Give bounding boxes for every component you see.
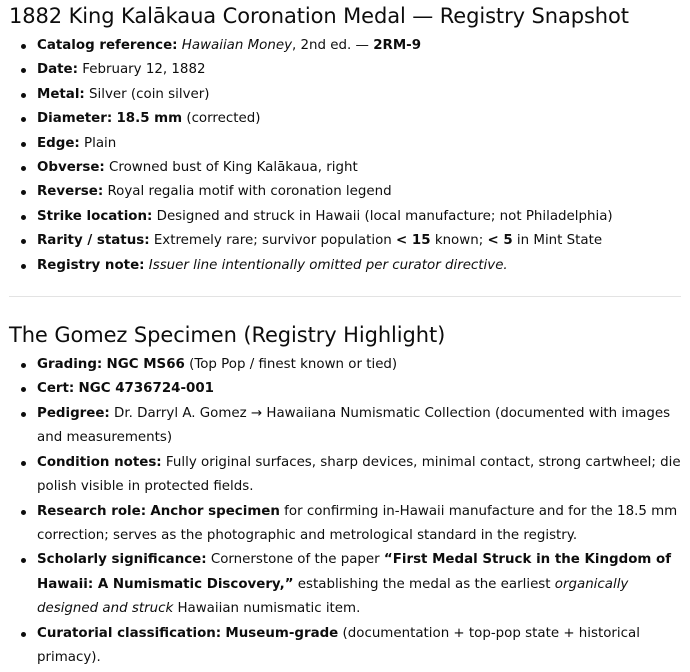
item-text: (documentation + top-pop state + historical primacy). [37, 625, 640, 665]
item-text: “First Medal Struck in the Kingdom of Hawaii: A Numismatic Discovery,” [37, 552, 672, 592]
list-item [9, 377, 681, 401]
item-label: Date: [37, 62, 78, 78]
list-item [9, 132, 681, 156]
item-label: Rarity / status: [37, 233, 150, 249]
item-text: Silver (coin silver) [84, 86, 210, 102]
item-text: Cornerstone of the paper [206, 552, 384, 568]
list-item [9, 451, 681, 500]
list-item [9, 34, 681, 58]
item-label: Strike location: [37, 208, 153, 224]
item-label: Curatorial classification: [37, 625, 222, 641]
item-text: Hawaiian numismatic item. [173, 601, 361, 617]
list-item [9, 205, 681, 229]
item-text: , 2nd ed. — [292, 38, 374, 53]
list-item [9, 180, 681, 204]
list-item [9, 156, 681, 180]
item-text: Issuer line intentionally omitted per curator directive. [148, 257, 508, 273]
section-divider [9, 296, 681, 297]
item-label: Cert: [37, 381, 75, 397]
item-label: Research role: [37, 503, 147, 519]
specimen-facts-list [9, 353, 681, 670]
item-text: Plain [79, 135, 117, 151]
item-label: Scholarly significance: [37, 552, 207, 568]
list-item [9, 83, 681, 107]
item-text: NGC 4736724-001 [78, 381, 214, 397]
item-text: < 5 [487, 233, 513, 249]
list-item [9, 229, 681, 253]
list-item [9, 402, 681, 451]
item-text: in Mint State [512, 233, 603, 249]
item-text: organically designed and struck [37, 576, 629, 617]
item-label: Reverse: [37, 184, 104, 200]
list-item [9, 500, 681, 549]
list-item [9, 622, 681, 671]
item-label: Edge: [37, 135, 80, 151]
item-text: Dr. Darryl A. Gomez → Hawaiiana Numismatic Collection (documented with images and measurements) [37, 405, 671, 446]
item-text: Fully original surfaces, sharp devices, minimal contact, strong cartwheel; die polish visible in protected fields. [37, 454, 681, 495]
item-text: February 12, 1882 [78, 62, 206, 78]
item-text: 2RM-9 [373, 38, 422, 53]
item-label: Obverse: [37, 160, 105, 176]
item-label: Grading: [37, 357, 103, 373]
item-text: Hawaiian Money [181, 38, 293, 53]
item-text: Extremely rare; survivor population [149, 233, 397, 249]
item-text: Museum-grade [225, 625, 339, 641]
item-label: Pedigree: [37, 405, 110, 421]
item-text: known; [430, 233, 488, 249]
item-label: Diameter: [37, 111, 113, 127]
item-text: for confirming in-Hawaii manufacture and for the 18.5 mm correction; serves as the photographic and metrological standard in the registry. [37, 503, 678, 543]
section-title-medal: 1882 King Kalākaua Coronation Medal — Registry Snapshot [9, 4, 629, 28]
item-text: NGC MS66 [106, 357, 185, 373]
list-item [9, 548, 681, 621]
item-label: Catalog reference: [37, 38, 178, 53]
list-item [9, 58, 681, 82]
item-text: (corrected) [182, 111, 261, 127]
item-text: < 15 [396, 233, 431, 249]
section-title-gomez-specimen: The Gomez Specimen (Registry Highlight) [9, 323, 446, 348]
item-text: (Top Pop / finest known or tied) [184, 357, 398, 373]
list-item [9, 254, 681, 278]
item-text: Royal regalia motif with coronation legend [103, 184, 392, 200]
medal-facts-list [9, 34, 681, 278]
item-text: Crowned bust of King Kalākaua, right [104, 160, 358, 176]
list-item [9, 107, 681, 131]
item-label: Registry note: [37, 257, 145, 273]
item-text: 18.5 mm [116, 111, 183, 127]
item-text: Anchor specimen [150, 503, 280, 519]
item-text: Designed and struck in Hawaii (local manufacture; not Philadelphia) [152, 208, 613, 224]
item-label: Metal: [37, 86, 85, 102]
item-label: Condition notes: [37, 454, 162, 470]
item-text: establishing the medal as the earliest [293, 576, 555, 592]
list-item [9, 353, 681, 377]
